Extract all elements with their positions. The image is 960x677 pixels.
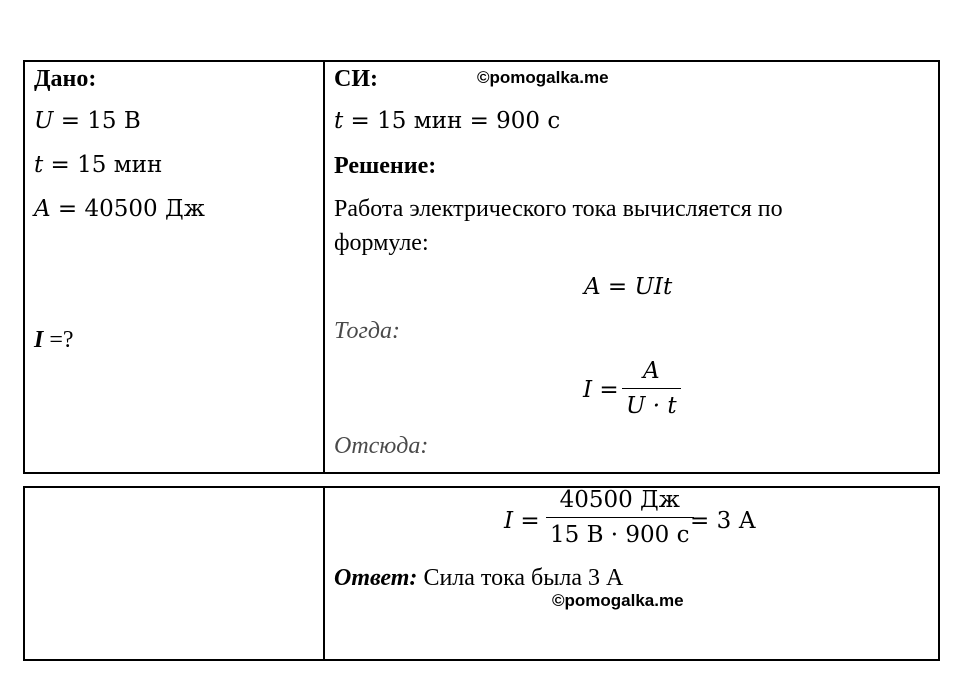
given-time: [34, 154, 162, 177]
formula2-denominator: U · t: [626, 393, 677, 419]
column-divider: [323, 488, 325, 659]
si-heading: СИ:: [334, 66, 378, 92]
formula2-numerator: A: [642, 358, 660, 384]
formula2-fraction: [622, 360, 681, 418]
given-work: [34, 198, 205, 221]
voltage-variable: U: [34, 108, 54, 134]
current-unknown: =?: [43, 327, 74, 353]
voltage-value: = 15 В: [53, 108, 141, 134]
fraction-bar: [546, 517, 694, 518]
find-current: [34, 328, 74, 352]
given-heading: Дано:: [34, 66, 97, 92]
solution-intro-line1: Работа электрического тока вычисляется по: [334, 196, 783, 222]
si-time-variable: t: [334, 108, 344, 134]
hence-label: Отсюда:: [334, 433, 429, 459]
answer-text: Сила тока была 3 А: [417, 565, 624, 591]
watermark-top: ©pomogalka.me: [477, 68, 609, 87]
formula2-lhs: I =: [583, 377, 619, 403]
time-variable: t: [34, 152, 44, 178]
answer-label: Ответ:: [334, 565, 418, 591]
watermark-bottom: ©pomogalka.me: [552, 591, 684, 610]
si-time-value: = 15 мин = 900 с: [343, 108, 561, 134]
formula3-lhs: [504, 510, 540, 533]
given-voltage: [34, 110, 141, 133]
answer-line: [334, 566, 623, 590]
fraction-bar: [622, 388, 681, 389]
formula3-result: = 3 А: [690, 508, 756, 534]
work-value: = 40500 Дж: [50, 196, 205, 222]
formula3-numerator: 40500 Дж: [559, 487, 680, 513]
current-variable: I: [34, 327, 44, 353]
then-label: Тогда:: [334, 318, 400, 344]
column-divider: [323, 62, 325, 472]
solution-intro-line2: формуле:: [334, 230, 429, 256]
work-variable: A: [34, 196, 51, 222]
formula3-denominator: 15 В · 900 с: [550, 522, 690, 548]
formula3-lhs-text: I =: [504, 508, 540, 534]
formula-work: A = UIt: [584, 274, 673, 300]
time-value: = 15 мин: [43, 152, 163, 178]
solution-heading: Решение:: [334, 153, 437, 179]
si-time-conversion: [334, 110, 560, 133]
formula3-fraction: [546, 489, 694, 547]
